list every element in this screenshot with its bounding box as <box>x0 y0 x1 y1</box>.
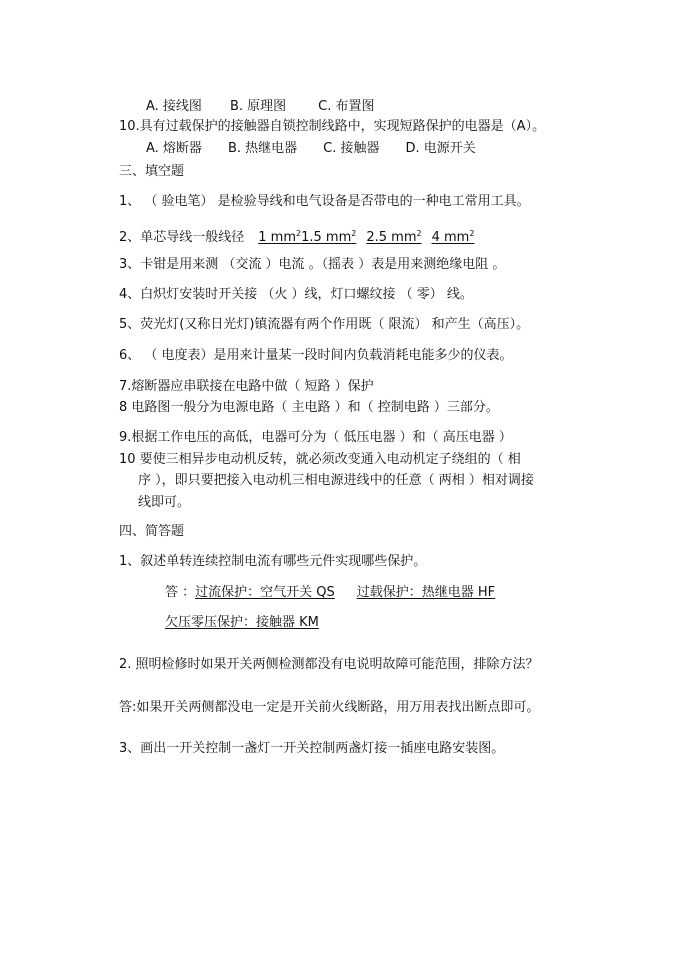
fill-q1: 1、 （ 验电笔） 是检验导线和电气设备是否带电的一种电工常用工具。 <box>119 194 530 209</box>
short-q2: 2. 照明检修时如果开关两侧检测都没有电说明故障可能范围，排除方法？ <box>119 657 539 672</box>
fill-q7: 7.熔断器应串联接在电路中做（ 短路 ）保护 <box>119 379 374 394</box>
option-d: D. 电源开关 <box>405 141 476 156</box>
fill-q10-line2: 序 ），即只要把接入电动机三相电源进线中的任意（ 两相 ）相对调接 <box>138 473 534 488</box>
short-q1: 1、叙述单转连续控制电流有哪些元件实现哪些保护。 <box>119 554 427 569</box>
q10-options <box>146 141 476 157</box>
answer-2-5mm: 2.5 $mm^2$ <box>366 229 422 245</box>
section-title-short-answer: 四、简答题 <box>119 524 185 539</box>
answer-label: 答 ： <box>165 585 196 600</box>
fill-q10-line3: 线即可。 <box>138 495 191 510</box>
short-q3: 3、画出一开关控制一盏灯一开关控制两盏灯接一插座电路安装图。 <box>119 741 505 756</box>
fill-q8: 8 电路图一般分为电源电路（ 主电路 ）和（ 控制电路 ）三部分。 <box>119 400 499 415</box>
option-c: C. 布置图 <box>318 99 375 114</box>
fill-q10-line1: 10 要使三相异步电动机反转，就必须改变通入电动机定子绕组的（ 相 <box>119 452 521 467</box>
fill-q6: 6、 （ 电度表）是用来计量某一段时间内负载消耗电能多少的仪表。 <box>119 348 513 363</box>
fill-q4: 4、白炽灯安装时开关接 （火 ）线，灯口螺纹接 （ 零） 线。 <box>119 287 473 302</box>
q10-stem: 10.具有过载保护的接触器自锁控制线路中，实现短路保护的电器是（A）。 <box>119 119 546 134</box>
answer-1-5mm: 1.5 $mm^2$ <box>301 229 357 245</box>
fill-q2-prefix: 2、单芯导线一般线径 <box>119 230 245 245</box>
section-title-fill-in: 三、填空题 <box>119 164 185 179</box>
option-b: B. 原理图 <box>229 99 287 114</box>
option-b: B. 热继电器 <box>227 141 298 156</box>
option-c: C. 接触器 <box>323 141 380 156</box>
overcurrent-protection: 过流保护：空气开关 QS <box>195 585 335 600</box>
undervoltage-protection: 欠压零压保护：接触器 KM <box>165 615 319 630</box>
fill-q5: 5、荧光灯(又称日光灯)镇流器有两个作用既（ 限流） 和产生（高压）。 <box>119 317 530 332</box>
answer-1mm: 1 $mm^2$ <box>258 229 302 245</box>
q9-options <box>146 99 374 115</box>
short-a1-line2 <box>165 615 319 631</box>
option-a: A. 接线图 <box>146 99 202 114</box>
fill-q3: 3、卡钳是用来测 （交流 ）电流 。（摇表 ）表是用来测绝缘电阻 。 <box>119 257 506 272</box>
option-a: A. 熔断器 <box>146 141 202 156</box>
fill-q9: 9.根据工作电压的高低，电器可分为（ 低压电器 ）和（ 高压电器 ） <box>119 430 512 445</box>
fill-q2 <box>119 226 474 246</box>
answer-4mm: 4 $mm^2$ <box>431 229 475 245</box>
short-a2: 答:如果开关两侧都没电一定是开关前火线断路，用万用表找出断点即可。 <box>119 700 540 715</box>
overload-protection: 过载保护：热继电器 HF <box>356 585 496 600</box>
short-a1-line1 <box>165 585 495 601</box>
